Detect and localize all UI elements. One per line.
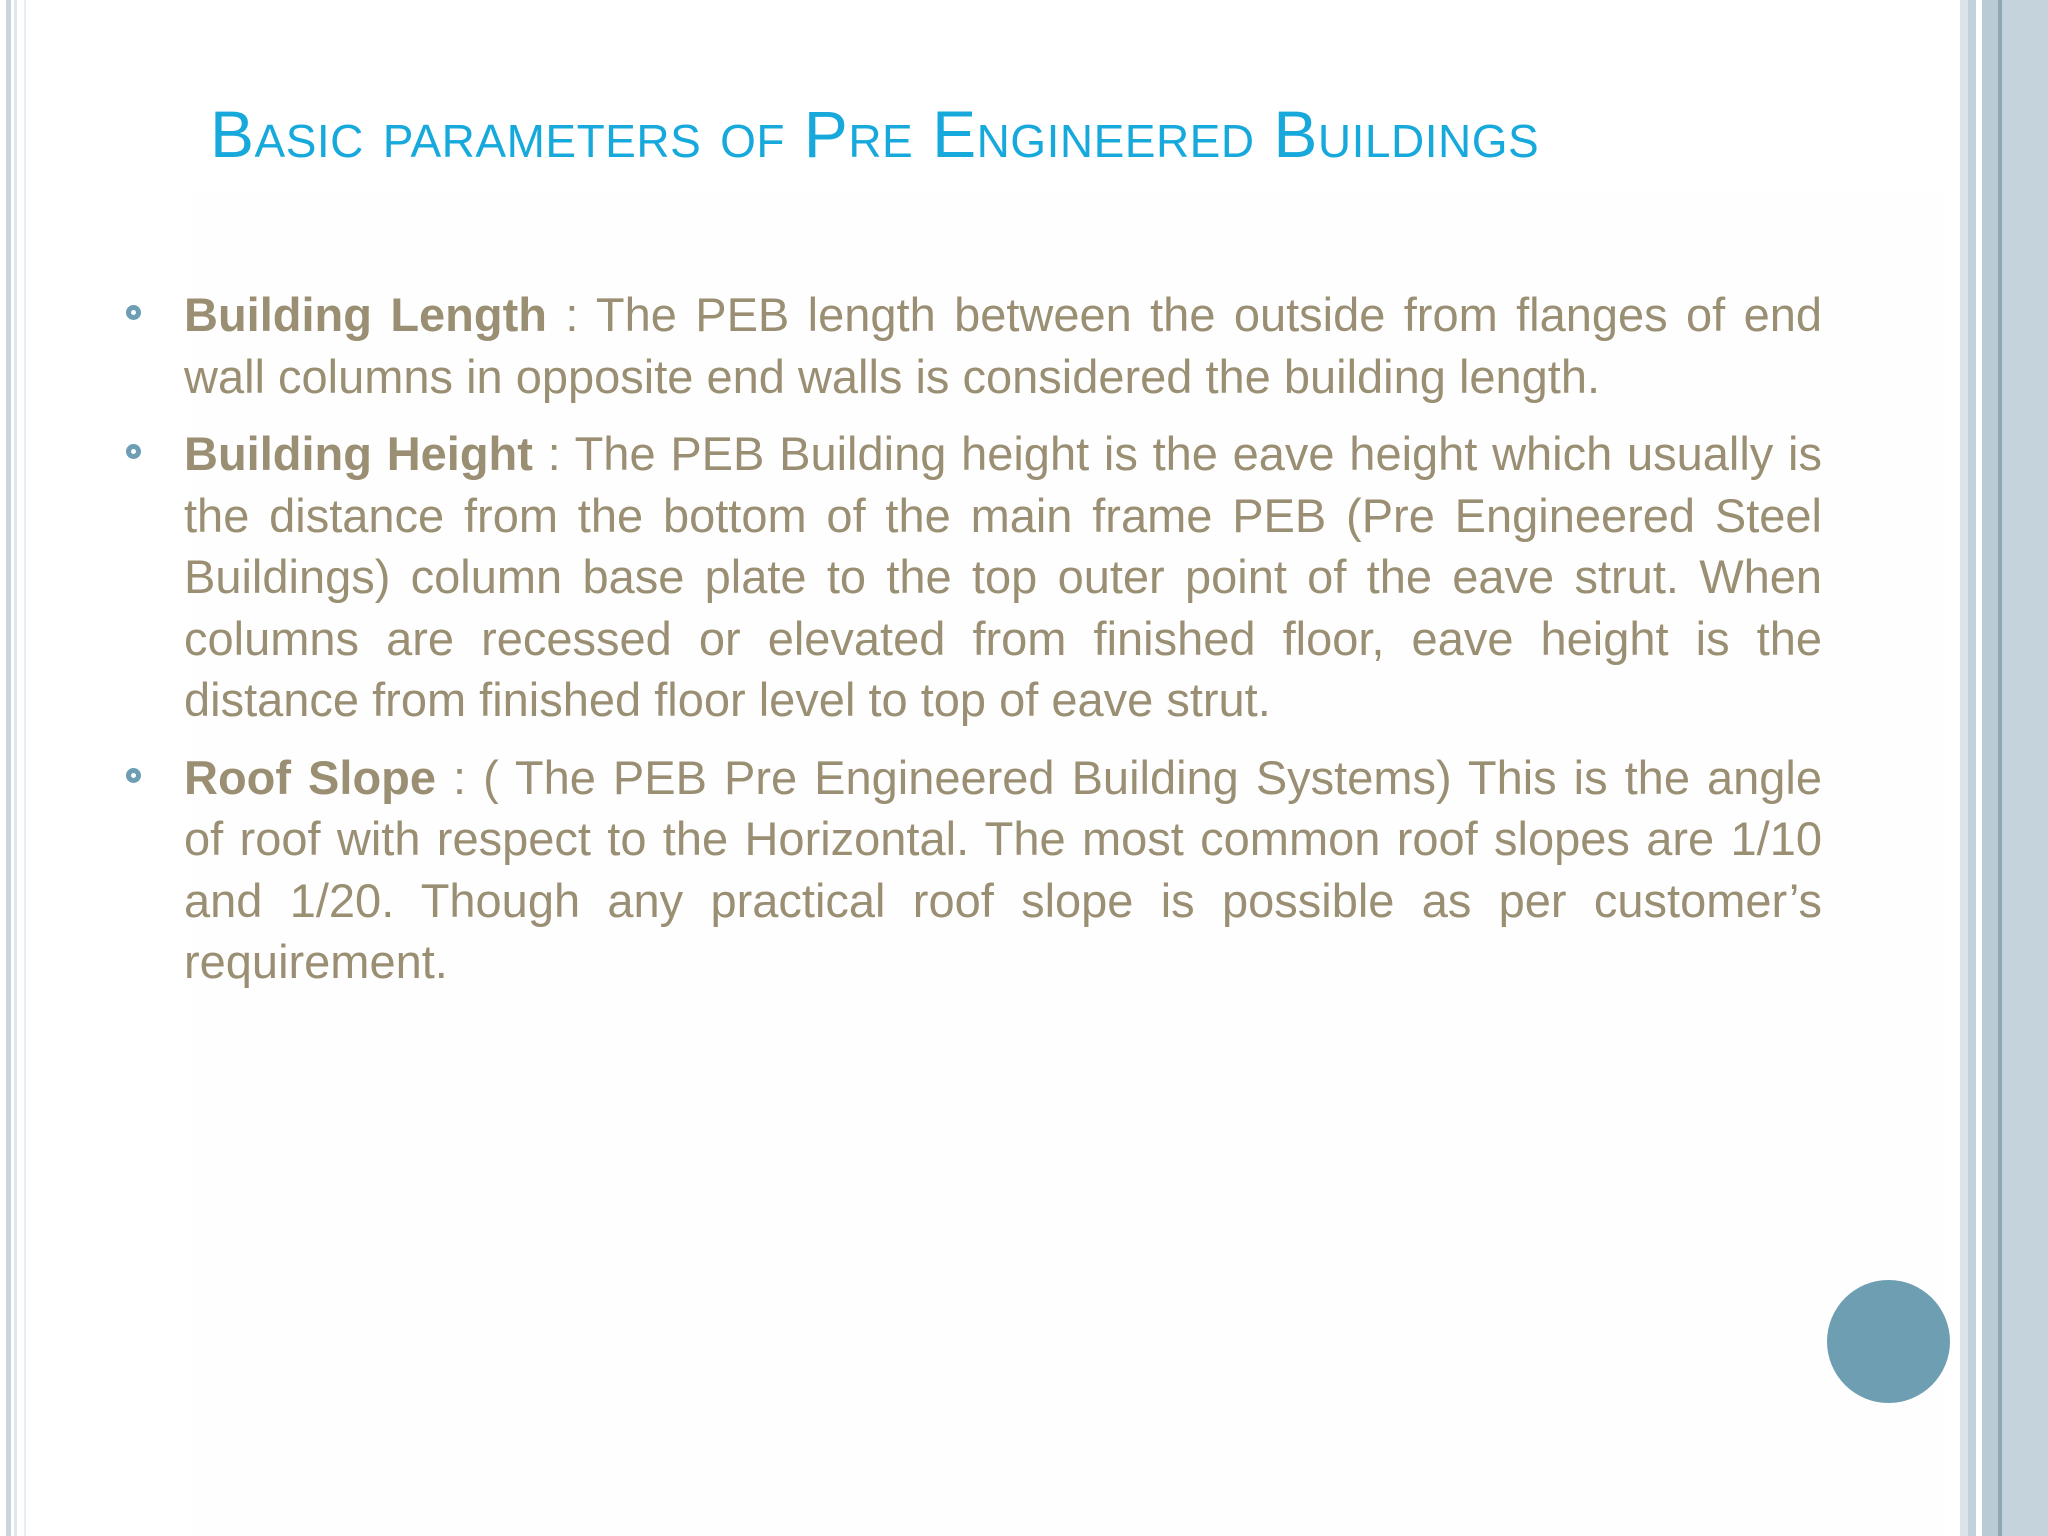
hollow-circle-bullet-icon: [126, 444, 141, 459]
bullet-text: : ( The PEB Pre Engineered Building Systems) This is the angle of roof with respect to the Horizontal. The most common roof slopes are 1/10 and 1/20. Though any practical roof slope is possible as per customer’s requirement.: [184, 750, 1822, 988]
hollow-circle-bullet-icon: [126, 305, 141, 320]
bullet-term: Building Length: [184, 288, 547, 341]
bullet-item-building-height: [120, 423, 1822, 731]
bullet-item-building-length: [120, 284, 1822, 407]
right-border-stripe: [2002, 0, 2048, 1536]
bullet-text: : The PEB length between the outside from flanges of end wall columns in opposite end walls is considered the building length.: [184, 288, 1823, 403]
bullet-term: Building Height: [184, 427, 533, 480]
bullet-item-roof-slope: [120, 747, 1822, 993]
bullet-text: : The PEB Building height is the eave height which usually is the distance from the bottom of the main frame PEB (Pre Engineered Steel Buildings) column base plate to the top outer point of the eave strut. When columns are recessed or elevated from finished floor, eave height is the distance from finished floor level to top of eave strut.: [184, 427, 1822, 726]
right-border-stripe: [1960, 0, 1968, 1536]
decorative-circle: [1827, 1280, 1950, 1403]
right-border-stripe: [1982, 0, 1998, 1536]
slide-title: Basic parameters of Pre Engineered Buildings: [210, 97, 1540, 171]
left-border-line: [14, 0, 17, 1536]
hollow-circle-bullet-icon: [126, 768, 141, 783]
left-border-line: [6, 0, 11, 1536]
bullet-list: [120, 284, 1822, 1009]
right-border-stripe: [1968, 0, 1976, 1536]
left-border-line: [24, 0, 26, 1536]
bullet-term: Roof Slope: [184, 750, 436, 804]
